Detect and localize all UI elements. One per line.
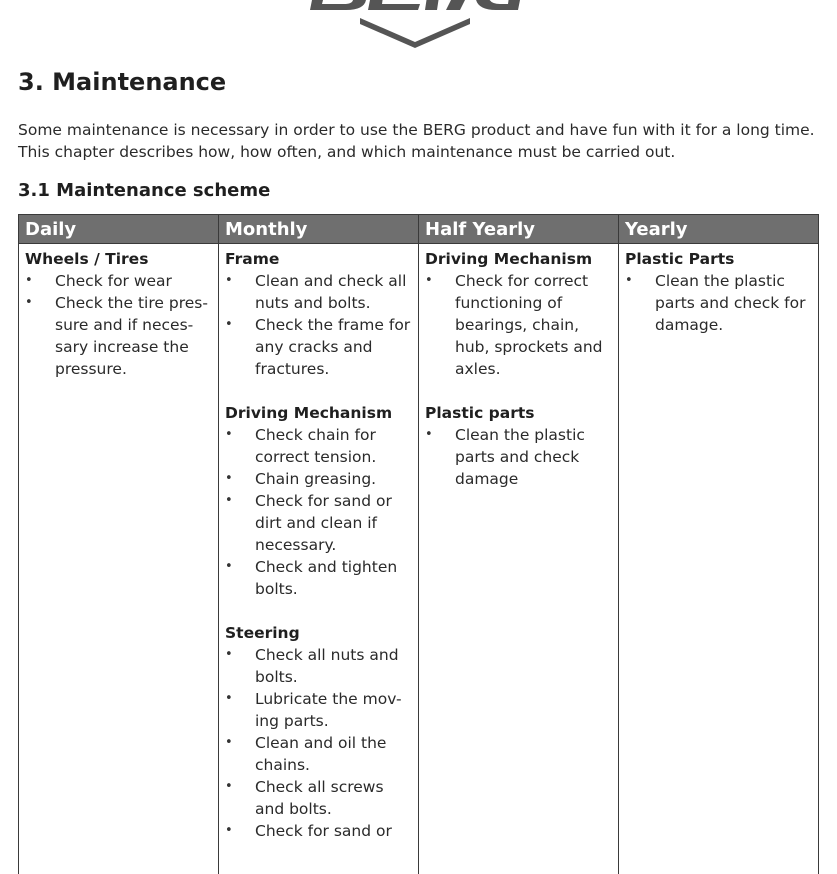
- task-item: • Clean and oil the chains.: [225, 732, 412, 776]
- task-item: • Check chain for correct tension.: [225, 424, 412, 468]
- task-item: • Check for sand or: [225, 820, 412, 842]
- task-list: [425, 424, 612, 490]
- section-title: 3. Maintenance: [18, 68, 226, 96]
- task-list: [625, 270, 812, 336]
- intro-paragraph: [18, 119, 828, 163]
- column-header-half-yearly: Half Yearly: [419, 215, 619, 244]
- intro-line: Some maintenance is necessary in order to use the BERG product and have fun with it for a long time.: [18, 119, 828, 141]
- task-item: • Check for sand or dirt and clean if necessary.: [225, 490, 412, 556]
- group-title: Plastic Parts: [625, 248, 812, 270]
- task-list: [25, 270, 212, 380]
- cell-monthly: [219, 244, 419, 874]
- task-group: [25, 248, 212, 380]
- group-title: Driving Mechanism: [425, 248, 612, 270]
- task-list: [225, 270, 412, 380]
- task-group: [225, 622, 412, 842]
- task-item: • Clean and check all nuts and bolts.: [225, 270, 412, 314]
- task-item: • Clean the plastic parts and check for damage.: [625, 270, 812, 336]
- group-title: Plastic parts: [425, 402, 612, 424]
- task-item: • Check all screws and bolts.: [225, 776, 412, 820]
- task-item: • Check all nuts and bolts.: [225, 644, 412, 688]
- task-group: [225, 248, 412, 380]
- task-item: • Check for correct functioning of bearings, chain, hub, sprockets and axles.: [425, 270, 612, 380]
- cell-daily: [19, 244, 219, 874]
- task-group: [625, 248, 812, 336]
- maintenance-scheme-table: [18, 214, 819, 874]
- group-title: Steering: [225, 622, 412, 644]
- task-list: [425, 270, 612, 380]
- subsection-title: 3.1 Maintenance scheme: [18, 180, 270, 201]
- task-item: • Check for wear: [25, 270, 212, 292]
- cell-half-yearly: [419, 244, 619, 874]
- group-title: Driving Mechanism: [225, 402, 412, 424]
- task-item: • Lubricate the mov-ing parts.: [225, 688, 412, 732]
- group-title: Frame: [225, 248, 412, 270]
- cell-yearly: [619, 244, 819, 874]
- task-item: • Check and tighten bolts.: [225, 556, 412, 600]
- task-group: [425, 248, 612, 380]
- column-header-monthly: Monthly: [219, 215, 419, 244]
- berg-logo-icon: [300, 0, 530, 50]
- task-list: [225, 424, 412, 600]
- task-item: • Check the tire pres-sure and if neces-sary increase the pressure.: [25, 292, 212, 380]
- task-group: [425, 402, 612, 490]
- table-row: [19, 244, 819, 874]
- task-list: [225, 644, 412, 842]
- table-header-row: [19, 215, 819, 244]
- column-header-yearly: Yearly: [619, 215, 819, 244]
- group-title: Wheels / Tires: [25, 248, 212, 270]
- column-header-daily: Daily: [19, 215, 219, 244]
- intro-line: This chapter describes how, how often, and which maintenance must be carried out.: [18, 141, 828, 163]
- task-item: • Clean the plastic parts and check damage: [425, 424, 612, 490]
- task-group: [225, 402, 412, 600]
- task-item: • Chain greasing.: [225, 468, 412, 490]
- task-item: • Check the frame for any cracks and fractures.: [225, 314, 412, 380]
